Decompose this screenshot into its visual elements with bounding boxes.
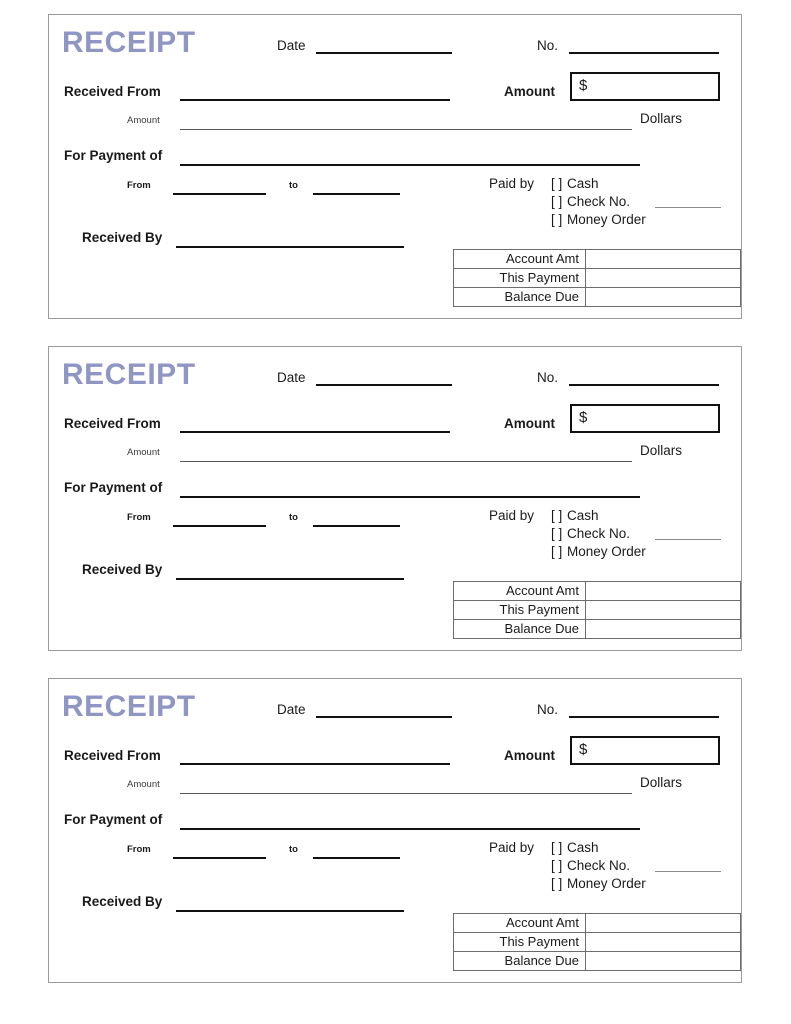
table-row [454, 250, 741, 269]
paid-by-option-money-order[interactable] [551, 545, 646, 559]
checkbox-check-no[interactable]: [ ] [551, 194, 563, 209]
date-label: Date [277, 370, 306, 385]
paid-by-option-cash[interactable] [551, 177, 599, 191]
amount-words-label: Amount [127, 115, 160, 126]
summary-value-account-amt[interactable] [586, 582, 741, 601]
paid-by-label: Paid by [489, 840, 535, 855]
checkbox-check-no[interactable]: [ ] [551, 526, 563, 541]
paid-by-option-cash[interactable] [551, 509, 599, 523]
to-label: to [289, 844, 298, 855]
dollars-label: Dollars [640, 111, 683, 126]
to-input[interactable] [313, 525, 400, 527]
summary-value-this-payment[interactable] [586, 601, 741, 620]
dollar-sign-icon: $ [579, 741, 588, 758]
paid-by-option-money-order[interactable] [551, 877, 646, 891]
for-payment-of-label: For Payment of [64, 812, 163, 827]
table-row [454, 914, 741, 933]
received-from-label: Received From [64, 416, 161, 431]
summary-label-balance-due: Balance Due [454, 288, 586, 307]
received-from-input[interactable] [180, 763, 450, 765]
number-input[interactable] [569, 716, 719, 718]
receipt-card [48, 14, 742, 319]
number-label: No. [537, 370, 559, 385]
number-label: No. [537, 38, 559, 53]
from-label: From [127, 180, 151, 191]
check-no-input[interactable] [655, 207, 721, 208]
to-label: to [289, 180, 298, 191]
summary-value-balance-due[interactable] [586, 952, 741, 971]
for-payment-of-input[interactable] [180, 828, 640, 830]
from-label: From [127, 844, 151, 855]
amount-input[interactable] [570, 736, 720, 765]
number-input[interactable] [569, 384, 719, 386]
paid-by-option-money-order-label: Money Order [567, 544, 646, 559]
received-from-label: Received From [64, 748, 161, 763]
received-from-input[interactable] [180, 431, 450, 433]
paid-by-option-cash-label: Cash [567, 840, 599, 855]
table-row [454, 620, 741, 639]
summary-value-balance-due[interactable] [586, 620, 741, 639]
received-by-label: Received By [82, 562, 163, 577]
summary-table [453, 913, 741, 971]
paid-by-option-cash[interactable] [551, 841, 599, 855]
date-label: Date [277, 702, 306, 717]
receipt-card [48, 346, 742, 651]
to-input[interactable] [313, 857, 400, 859]
table-row [454, 288, 741, 307]
paid-by-group [489, 841, 739, 901]
paid-by-option-money-order[interactable] [551, 213, 646, 227]
paid-by-option-money-order-label: Money Order [567, 212, 646, 227]
summary-value-account-amt[interactable] [586, 914, 741, 933]
received-from-input[interactable] [180, 99, 450, 101]
page-title: RECEIPT [62, 358, 196, 391]
paid-by-option-cash-label: Cash [567, 176, 599, 191]
checkbox-money-order[interactable]: [ ] [551, 212, 563, 227]
number-label: No. [537, 702, 559, 717]
summary-value-balance-due[interactable] [586, 288, 741, 307]
checkbox-money-order[interactable]: [ ] [551, 544, 563, 559]
amount-words-input[interactable] [180, 461, 632, 462]
received-by-input[interactable] [176, 246, 404, 248]
dollars-label: Dollars [640, 443, 683, 458]
summary-label-balance-due: Balance Due [454, 620, 586, 639]
summary-label-balance-due: Balance Due [454, 952, 586, 971]
amount-input[interactable] [570, 404, 720, 433]
to-input[interactable] [313, 193, 400, 195]
summary-label-this-payment: This Payment [454, 601, 586, 620]
amount-words-input[interactable] [180, 793, 632, 794]
summary-label-this-payment: This Payment [454, 933, 586, 952]
amount-words-label: Amount [127, 447, 160, 458]
summary-label-account-amt: Account Amt [454, 582, 586, 601]
table-row [454, 601, 741, 620]
paid-by-option-money-order-label: Money Order [567, 876, 646, 891]
paid-by-option-check-label: Check No. [567, 526, 631, 541]
paid-by-option-check-label: Check No. [567, 858, 631, 873]
summary-label-account-amt: Account Amt [454, 914, 586, 933]
checkbox-cash[interactable]: [ ] [551, 176, 563, 191]
paid-by-label: Paid by [489, 176, 535, 191]
paid-by-label: Paid by [489, 508, 535, 523]
for-payment-of-label: For Payment of [64, 480, 163, 495]
table-row [454, 952, 741, 971]
number-input[interactable] [569, 52, 719, 54]
amount-label: Amount [504, 84, 555, 99]
received-by-label: Received By [82, 894, 163, 909]
for-payment-of-input[interactable] [180, 496, 640, 498]
summary-value-this-payment[interactable] [586, 933, 741, 952]
checkbox-money-order[interactable]: [ ] [551, 876, 563, 891]
paid-by-option-check[interactable] [551, 859, 630, 873]
paid-by-option-check[interactable] [551, 195, 630, 209]
summary-label-account-amt: Account Amt [454, 250, 586, 269]
paid-by-option-check-label: Check No. [567, 194, 631, 209]
received-by-input[interactable] [176, 910, 404, 912]
summary-table [453, 581, 741, 639]
received-by-label: Received By [82, 230, 163, 245]
checkbox-cash[interactable]: [ ] [551, 508, 563, 523]
amount-input[interactable] [570, 72, 720, 101]
date-input[interactable] [316, 384, 452, 386]
amount-label: Amount [504, 416, 555, 431]
summary-table [453, 249, 741, 307]
dollar-sign-icon: $ [579, 77, 588, 94]
date-label: Date [277, 38, 306, 53]
table-row [454, 933, 741, 952]
paid-by-group [489, 177, 739, 237]
dollars-label: Dollars [640, 775, 683, 790]
amount-label: Amount [504, 748, 555, 763]
received-from-label: Received From [64, 84, 161, 99]
page-title: RECEIPT [62, 26, 196, 59]
receipt-card [48, 678, 742, 983]
from-input[interactable] [173, 525, 266, 527]
summary-value-this-payment[interactable] [586, 269, 741, 288]
table-row [454, 582, 741, 601]
table-row [454, 269, 741, 288]
from-label: From [127, 512, 151, 523]
paid-by-option-check[interactable] [551, 527, 630, 541]
page-title: RECEIPT [62, 690, 196, 723]
for-payment-of-input[interactable] [180, 164, 640, 166]
from-input[interactable] [173, 193, 266, 195]
paid-by-group [489, 509, 739, 569]
summary-label-this-payment: This Payment [454, 269, 586, 288]
dollar-sign-icon: $ [579, 409, 588, 426]
amount-words-label: Amount [127, 779, 160, 790]
check-no-input[interactable] [655, 539, 721, 540]
from-input[interactable] [173, 857, 266, 859]
summary-value-account-amt[interactable] [586, 250, 741, 269]
checkbox-check-no[interactable]: [ ] [551, 858, 563, 873]
received-by-input[interactable] [176, 578, 404, 580]
paid-by-option-cash-label: Cash [567, 508, 599, 523]
to-label: to [289, 512, 298, 523]
amount-words-input[interactable] [180, 129, 632, 130]
date-input[interactable] [316, 716, 452, 718]
checkbox-cash[interactable]: [ ] [551, 840, 563, 855]
check-no-input[interactable] [655, 871, 721, 872]
for-payment-of-label: For Payment of [64, 148, 163, 163]
date-input[interactable] [316, 52, 452, 54]
